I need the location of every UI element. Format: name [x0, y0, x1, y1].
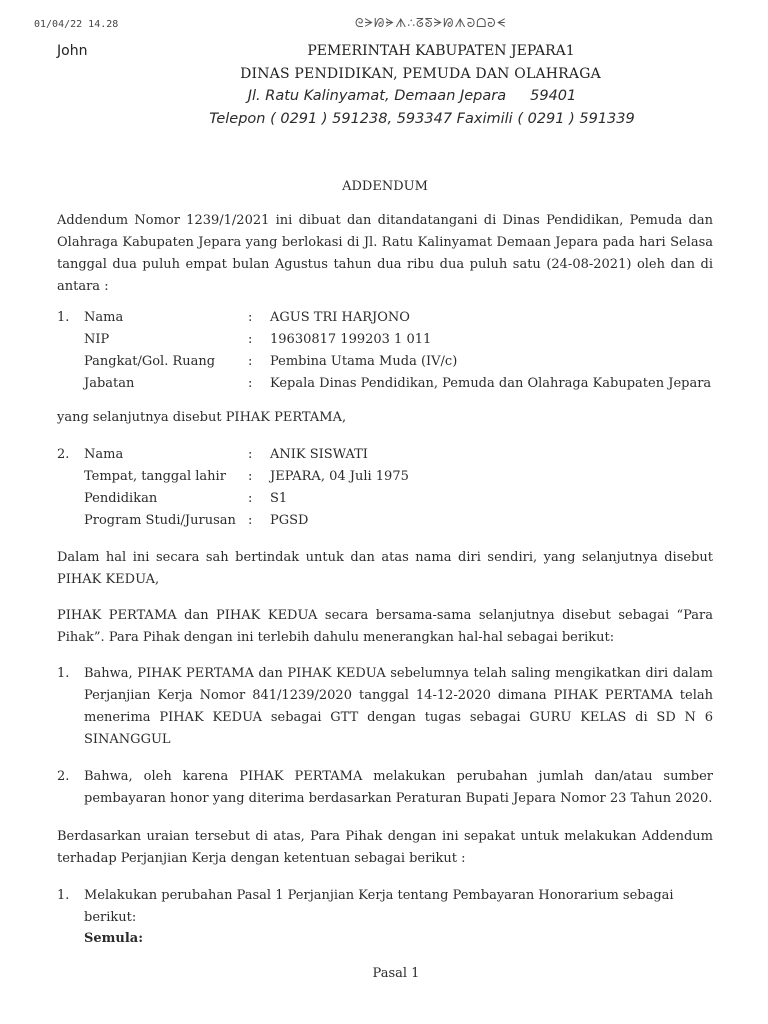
field-colon: :	[248, 469, 253, 484]
field-colon: :	[248, 491, 253, 506]
field-value: Kepala Dinas Pendidikan, Pemuda dan Olahraga Kabupaten Jepara	[270, 376, 712, 391]
field-label: Jabatan	[84, 376, 135, 391]
field-value: AGUS TRI HARJONO	[270, 310, 410, 325]
letterhead-phone: Telepon ( 0291 ) 591238, 593347 Faximili ( 0291 ) 591339	[209, 111, 635, 127]
term-number: 1.	[57, 888, 70, 903]
letterhead-department: DINAS PENDIDIKAN, PEMUDA DAN OLAHRAGA	[240, 66, 601, 82]
letterhead-address	[0, 88, 768, 104]
field-value: S1	[270, 491, 288, 506]
party-one-designation: yang selanjutnya disebut PIHAK PERTAMA,	[57, 410, 347, 425]
field-colon: :	[248, 354, 253, 369]
recital-number: 1.	[57, 666, 70, 681]
postal-code: 59401	[530, 88, 577, 104]
pasal-heading: Pasal 1	[372, 966, 420, 981]
field-value: PGSD	[270, 513, 309, 528]
print-timestamp: 01/04/22 14.28	[34, 19, 119, 30]
agreement-intro: Berdasarkan uraian tersebut di atas, Para Pihak dengan ini sepakat untuk melakukan Addendum terhadap Perjanjian Kerja dengan ketentuan sebagai berikut :	[57, 829, 713, 866]
field-value: JEPARA, 04 Juli 1975	[270, 469, 409, 484]
document-title: ADDENDUM	[342, 179, 428, 194]
address-text: Jl. Ratu Kalinyamat, Demaan Jepara	[247, 88, 507, 104]
recital-text: Bahwa, oleh karena PIHAK PERTAMA melakukan perubahan jumlah dan/atau sumber pembayaran honor yang diterima berdasarkan Peraturan Bupati Jepara Nomor 23 Tahun 2020.	[84, 769, 713, 806]
header-ornament: ᘓᗒᘘᗓᗑ∴ᘔᘕᗒᘘᗑᘒᗝᘒᗕ	[355, 16, 507, 30]
term-text: Melakukan perubahan Pasal 1 Perjanjian Kerja tentang Pembayaran Honorarium sebagai berikut:	[84, 888, 674, 925]
parties-statement: PIHAK PERTAMA dan PIHAK KEDUA secara bersama-sama selanjutnya disebut sebagai “Para Pihak”. Para Pihak dengan ini terlebih dahulu menerangkan hal-hal sebagai berikut:	[57, 608, 713, 645]
field-value: Pembina Utama Muda (IV/c)	[270, 354, 458, 369]
field-label: Pangkat/Gol. Ruang	[84, 354, 216, 369]
field-label: Program Studi/Jurusan	[84, 513, 236, 528]
field-label: Pendidikan	[84, 491, 158, 506]
party-two-number: 2.	[57, 447, 70, 462]
party-two-designation: Dalam hal ini secara sah bertindak untuk dan atas nama diri sendiri, yang selanjutnya disebut PIHAK KEDUA,	[57, 550, 713, 587]
intro-paragraph: Addendum Nomor 1239/1/2021 ini dibuat dan ditandatangani di Dinas Pendidikan, Pemuda dan Olahraga Kabupaten Jepara yang berlokasi di Jl. Ratu Kalinyamat Demaan Jepara pada hari Selasa tanggal dua puluh empat bulan Agustus tahun dua ribu dua puluh satu (24-08-2021) oleh dan di antara :	[57, 213, 713, 294]
party-one-number: 1.	[57, 310, 70, 325]
field-colon: :	[248, 310, 253, 325]
field-label: Nama	[84, 447, 124, 462]
semula-heading: Semula:	[84, 931, 144, 946]
field-value: ANIK SISWATI	[270, 447, 368, 462]
field-value: 19630817 199203 1 011	[270, 332, 432, 347]
field-colon: :	[248, 376, 253, 391]
field-colon: :	[248, 513, 253, 528]
letterhead-government: PEMERINTAH KABUPATEN JEPARA1	[307, 43, 575, 59]
recital-number: 2.	[57, 769, 70, 784]
recital-text: Bahwa, PIHAK PERTAMA dan PIHAK KEDUA sebelumnya telah saling mengikatkan diri dalam Perjanjian Kerja Nomor 841/1239/2020 tanggal 14-12-2020 dimana PIHAK PERTAMA telah menerima PIHAK KEDUA sebagai GTT dengan tugas sebagai GURU KELAS di SD N 6 SINANGGUL	[84, 666, 713, 747]
sender-name: John	[57, 43, 88, 59]
field-label: Nama	[84, 310, 124, 325]
field-label: NIP	[84, 332, 110, 347]
field-colon: :	[248, 332, 253, 347]
field-colon: :	[248, 447, 253, 462]
field-label: Tempat, tanggal lahir	[84, 469, 226, 484]
